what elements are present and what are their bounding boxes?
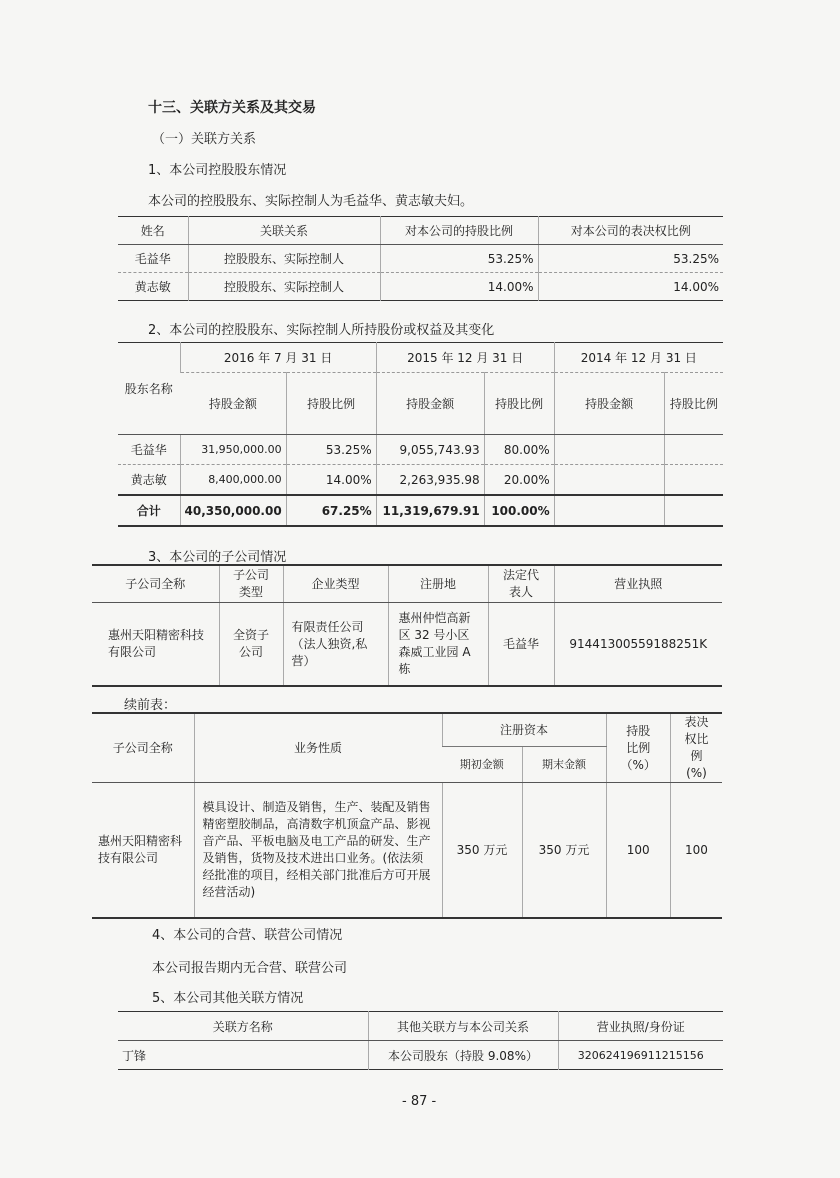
item1-title: 1、本公司控股股东情况: [148, 163, 287, 178]
header-cell: 其他关联方与本公司关系: [368, 1012, 558, 1041]
cell: [554, 465, 664, 496]
table-header-row: [118, 217, 723, 245]
table-header-row: [92, 565, 722, 603]
header-cell: 期初金额: [442, 747, 522, 783]
header-cell-period: 2014 年 12 月 31 日: [554, 343, 723, 373]
section-title: 十三、关联方关系及其交易: [148, 100, 316, 116]
header-cell: 对本公司的表决权比例: [538, 217, 723, 245]
cell: 本公司股东（持股 9.08%）: [368, 1041, 558, 1070]
header-cell: 注册地: [388, 565, 488, 603]
cell: 模具设计、制造及销售，生产、装配及销售精密塑胶制品，高清数字机顶盒产品、影视音产品、平板电脑及电工产品的研发、生产及销售，货物及技术进出口业务。(依法须经批准的项目，经相关部门批准后方可开展经营活动): [194, 783, 442, 919]
cell: 53.25%: [380, 245, 538, 273]
item4-text: 本公司报告期内无合营、联营公司: [152, 961, 348, 976]
cell: 100.00%: [484, 495, 554, 526]
header-cell: 持股金额: [554, 373, 664, 435]
cell: [554, 495, 664, 526]
table-total-row: [118, 495, 723, 526]
cell: 11,319,679.91: [376, 495, 484, 526]
header-cell: 持股金额: [376, 373, 484, 435]
controlling-shareholder-table: [118, 216, 723, 301]
continued-label: 续前表：: [124, 698, 177, 713]
cell: 320624196911215156: [558, 1041, 723, 1070]
cell: 91441300559188251K: [554, 603, 722, 687]
table-header-row: [92, 713, 722, 747]
cell: 9,055,743.93: [376, 435, 484, 465]
cell: 毛益华: [118, 435, 180, 465]
table-subheader-row: [118, 373, 723, 435]
cell: 40,350,000.00: [180, 495, 286, 526]
cell: 53.25%: [538, 245, 723, 273]
cell: 合计: [118, 495, 180, 526]
item4-title: 4、本公司的合营、联营公司情况: [152, 928, 343, 943]
header-cell: 子公司类型: [219, 565, 283, 603]
header-cell-period: 2015 年 12 月 31 日: [376, 343, 554, 373]
cell: 惠州天阳精密科技有限公司: [98, 834, 183, 865]
cell: 20.00%: [484, 465, 554, 496]
cell: 毛益华: [488, 603, 554, 687]
cell: 80.00%: [484, 435, 554, 465]
header-cell: 子公司全称: [92, 713, 194, 783]
table-row: [118, 1041, 723, 1070]
subsidiary-table: [92, 564, 722, 687]
cell: [664, 495, 723, 526]
cell: 毛益华: [118, 245, 188, 273]
other-related-parties-table: [118, 1011, 723, 1070]
header-cell: 关联方名称: [118, 1012, 368, 1041]
shareholding-changes-table: [118, 342, 723, 527]
cell: 黄志敏: [118, 465, 180, 496]
header-cell-period: 2016 年 7 月 31 日: [180, 343, 376, 373]
header-cell: 持股比例: [484, 373, 554, 435]
cell: 14.00%: [538, 273, 723, 301]
header-cell: 姓名: [118, 217, 188, 245]
subsidiary-table-continued: [92, 712, 722, 919]
header-cell: 期末金额: [522, 747, 606, 783]
cell: 350 万元: [442, 783, 522, 919]
cell: 100: [606, 783, 670, 919]
header-cell: 持股比例: [286, 373, 376, 435]
cell: 100: [670, 783, 722, 919]
header-cell: 关联关系: [188, 217, 380, 245]
cell: 控股股东、实际控制人: [188, 245, 380, 273]
item5-title: 5、本公司其他关联方情况: [152, 991, 304, 1006]
cell: [554, 435, 664, 465]
cell: 350 万元: [522, 783, 606, 919]
header-cell: 子公司全称: [92, 565, 219, 603]
cell: [664, 435, 723, 465]
item1-text: 本公司的控股股东、实际控制人为毛益华、黄志敏夫妇。: [148, 194, 474, 209]
header-cell: 业务性质: [194, 713, 442, 783]
table-header-row: [118, 1012, 723, 1041]
header-cell-shareholder: 股东名称: [118, 343, 180, 435]
cell: 31,950,000.00: [180, 435, 286, 465]
header-cell: 持股比例（%）: [606, 713, 670, 783]
table-header-row: [118, 343, 723, 373]
header-cell: 营业执照/身份证: [558, 1012, 723, 1041]
table-row: [118, 465, 723, 496]
header-cell: 营业执照: [554, 565, 722, 603]
header-cell: 注册资本: [442, 713, 606, 747]
item3-title: 3、本公司的子公司情况: [148, 550, 287, 565]
table-row: [118, 245, 723, 273]
header-cell: 企业类型: [283, 565, 388, 603]
table-row: [118, 273, 723, 301]
table-row: [118, 435, 723, 465]
cell: 控股股东、实际控制人: [188, 273, 380, 301]
cell: 惠州天阳精密科技有限公司: [108, 628, 205, 659]
header-cell: 持股金额: [180, 373, 286, 435]
subsection-title: （一）关联方关系: [152, 132, 257, 147]
page-number: - 87 -: [402, 1094, 437, 1109]
cell: 惠州仲恺高新区 32 号小区森威工业园 A 栋: [388, 603, 488, 687]
cell: 14.00%: [380, 273, 538, 301]
cell: 53.25%: [286, 435, 376, 465]
item2-title: 2、本公司的控股股东、实际控制人所持股份或权益及其变化: [148, 323, 495, 338]
cell: 有限责任公司（法人独资,私营）: [283, 603, 388, 687]
table-row: [92, 783, 722, 919]
cell: 14.00%: [286, 465, 376, 496]
cell: 8,400,000.00: [180, 465, 286, 496]
header-cell: 表决权比例(%): [670, 713, 722, 783]
cell: 67.25%: [286, 495, 376, 526]
table-row: [92, 603, 722, 687]
cell: [664, 465, 723, 496]
cell: 2,263,935.98: [376, 465, 484, 496]
header-cell: 持股比例: [664, 373, 723, 435]
cell: 丁锋: [122, 1048, 147, 1063]
cell: 全资子公司: [219, 603, 283, 687]
cell: 黄志敏: [118, 273, 188, 301]
header-cell: 法定代表人: [488, 565, 554, 603]
header-cell: 对本公司的持股比例: [380, 217, 538, 245]
